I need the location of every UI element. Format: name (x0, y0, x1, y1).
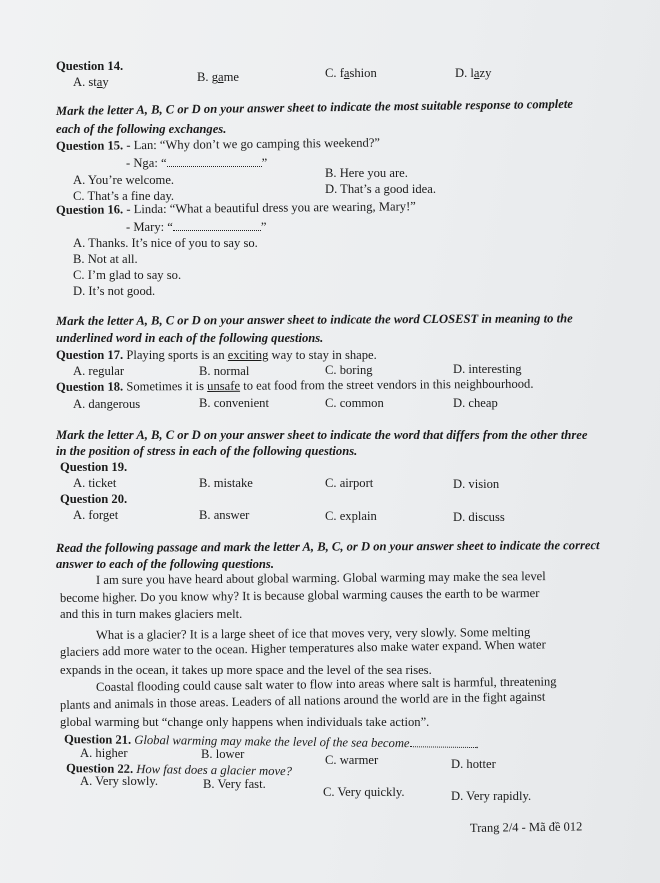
q15-stem: Question 15. - Lan: “Why don’t we go camping this weekend?” (55, 135, 381, 153)
q17-option-d: D. interesting (453, 362, 522, 376)
q18-stem: Question 18. Sometimes it is unsafe to eat food from the street vendors in this neighbourhood. (55, 376, 534, 394)
q20-option-c: C. explain (325, 509, 377, 523)
q17-option-b: B. normal (199, 364, 250, 378)
q15-option-a: A. You’re welcome. (73, 173, 175, 187)
instruction-closest-line1: Mark the letter A, B, C or D on your answer sheet to indicate the word CLOSEST in meaning to the (55, 311, 573, 328)
q16-stem: Question 16. - Linda: “What a beautiful dress you are wearing, Mary!” (55, 199, 416, 217)
q22-option-b: B. Very fast. (203, 777, 266, 791)
q21-blank (410, 736, 476, 748)
q15-blank (167, 156, 262, 167)
q22-option-c: C. Very quickly. (323, 785, 405, 799)
q18-option-c: C. common (325, 396, 384, 410)
passage-line-3: and this in turn makes glaciers melt. (60, 607, 243, 621)
q21-option-c: C. warmer (325, 753, 379, 767)
q15-option-c: C. That’s a fine day. (73, 189, 175, 203)
q19-option-b: B. mistake (199, 476, 253, 490)
instruction-stress-line1: Mark the letter A, B, C or D on your answer sheet to indicate the word that differs from the other three (56, 428, 588, 442)
q21-option-a: A. higher (80, 746, 128, 760)
q20-option-d: D. discuss (453, 510, 505, 524)
q15-response-line: - Nga: “ ” (126, 156, 268, 170)
q18-option-a: A. dangerous (73, 397, 141, 411)
q19-option-a: A. ticket (73, 476, 117, 490)
instruction-stress-line2: in the position of stress in each of the following questions. (56, 444, 358, 458)
passage-line-9: global warming but “change only happens when individuals take action”. (60, 715, 430, 729)
q22-option-d: D. Very rapidly. (451, 789, 532, 803)
page-footer: Trang 2/4 - Mã đề 012 (469, 819, 583, 835)
q20-option-a: A. forget (73, 508, 119, 522)
passage-line-2: become higher. Do you know why? It is because global warming causes the earth to be warmer (59, 585, 540, 605)
passage-line-1: I am sure you have heard about global warming. Global warming may make the sea level (95, 569, 546, 587)
instruction-exchanges-line1: Mark the letter A, B, C or D on your answer sheet to indicate the most suitable response to complete (55, 96, 573, 118)
q16-option-a: A. Thanks. It’s nice of you to say so. (73, 236, 258, 250)
q19-option-c: C. airport (325, 476, 374, 490)
q14-label: Question 14. (56, 59, 124, 73)
q20-option-b: B. answer (199, 508, 250, 522)
passage-line-6: expands in the ocean, it takes up more space and the level of the sea rises. (60, 663, 432, 677)
passage-line-8: plants and animals in those areas. Leaders of all nations around the world are in the fight against (59, 689, 546, 712)
q21-option-b: B. lower (201, 747, 245, 761)
instruction-exchanges-line2: each of the following exchanges. (56, 122, 227, 136)
instruction-closest-line2: underlined word in each of the following questions. (56, 331, 324, 345)
q16-response-line: - Mary: “ ” (126, 220, 267, 234)
q22-stem: Question 22. How fast does a glacier move? (65, 761, 293, 779)
q21-option-d: D. hotter (451, 757, 496, 771)
q14-option-c: C. fashion (325, 66, 377, 80)
q18-option-d: D. cheap (453, 396, 498, 410)
passage-line-5: glaciers add more water to the ocean. Higher temperatures also make water expand. When water (59, 637, 546, 659)
q20-label: Question 20. (60, 492, 128, 506)
passage-line-7: Coastal flooding could cause salt water to flow into areas where salt is harmful, threatening (95, 674, 557, 694)
q16-option-c: C. I’m glad to say so. (73, 268, 182, 282)
q17-option-a: A. regular (73, 364, 125, 378)
q14-option-a: A. stay (73, 75, 109, 89)
q16-option-d: D. It’s not good. (73, 284, 156, 298)
q17-stem: Question 17. Playing sports is an exciting way to stay in shape. (56, 348, 377, 362)
passage-line-4: What is a glacier? It is a large sheet of ice that moves very, very slowly. Some melting (95, 624, 531, 642)
q16-option-b: B. Not at all. (73, 252, 138, 266)
q14-option-d: D. lazy (455, 66, 492, 80)
instruction-passage-line2: answer to each of the following questions. (56, 557, 274, 571)
q14-option-b: B. game (197, 70, 239, 84)
q21-stem: Question 21. Global warming may make the level of the sea become . (63, 732, 479, 752)
q22-option-a: A. Very slowly. (80, 774, 159, 788)
q17-option-c: C. boring (325, 363, 373, 377)
q19-label: Question 19. (60, 460, 128, 474)
q18-option-b: B. convenient (199, 396, 269, 410)
instruction-passage-line1: Read the following passage and mark the letter A, B, C, or D on your answer sheet to indicate the correct (55, 538, 600, 555)
q16-blank (173, 220, 261, 231)
q15-option-b: B. Here you are. (325, 166, 408, 180)
q19-option-d: D. vision (453, 477, 500, 491)
q15-option-d: D. That’s a good idea. (325, 182, 436, 196)
